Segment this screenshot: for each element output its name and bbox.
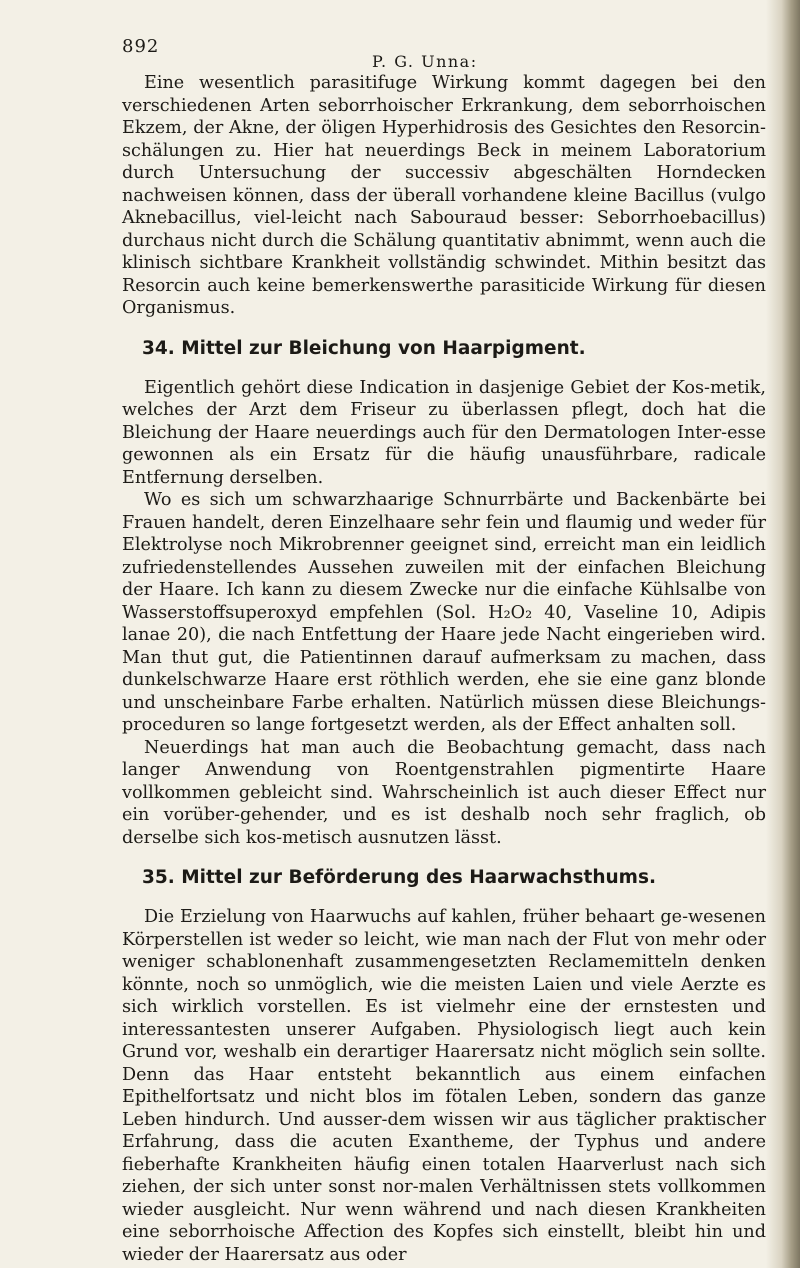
running-head: P. G. Unna: [372, 52, 478, 71]
paragraph-35-1: Die Erzielung von Haarwuchs auf kahlen, früher behaart ge-wesenen Körperstellen ist weder so leicht, wie man nach der Flut von mehr oder weniger schablonenhaft zusammengesetzten Reclamemitteln denken könnte, noch so unmöglich, wie die meisten Laien und viele Aerzte es sich wirklich vorstellen. Es ist vielmehr eine der ernstesten und interessantesten unserer Aufgaben. Physiologisch liegt auch kein Grund vor, weshalb ein derartiger Haarersatz nicht möglich sein sollte. Denn das Haar entsteht bekanntlich aus einem einfachen Epithelfortsatz und nicht blos im fötalen Leben, sondern das ganze Leben hindurch. Und ausser-dem wissen wir aus täglicher praktischer Erfahrung, dass die acuten Exantheme, der Typhus und andere fieberhafte Krankheiten häufig einen totalen Haarverlust nach sich ziehen, der sich unter sonst nor-malen Verhältnissen stets vollkommen wieder ausgleicht. Nur wenn während und nach diesen Krankheiten eine seborrhoische Affection des Kopfes sich einstellt, bleibt hin und wieder der Haarersatz aus oder [122, 907, 766, 1265]
paragraph-34-1: Eigentlich gehört diese Indication in dasjenige Gebiet der Kos-metik, welches der Arzt dem Friseur zu überlassen pflegt, doch hat die Bleichung der Haare neuerdings auch für den Dermatologen Inter-esse gewonnen als ein Ersatz für die häufig unausführbare, radicale Entfernung derselben. [122, 377, 766, 488]
paragraph-resorcin: Eine wesentlich parasitifuge Wirkung kommt dagegen bei den verschiedenen Arten seborrhoischer Erkrankung, dem seborrhoischen Ekzem, der Akne, der öligen Hyperhidrosis des Gesichtes den Resorcin-schälungen zu. Hier hat neuerdings Beck in meinem Laboratorium durch Untersuchung der successiv abgeschälten Horndecken nachweisen können, dass der überall vorhandene kleine Bacillus (vulgo Aknebacillus, viel-leicht nach Sabouraud besser: Seborrhoebacillus) durchaus nicht durch die Schälung quantitativ abnimmt, wenn auch die klinisch sichtbare Krankheit vollständig schwindet. Mithin besitzt das Resorcin auch keine bemerkenswerthe parasiticide Wirkung für diesen Organismus. [122, 73, 766, 318]
page-binding-edge [766, 0, 800, 1268]
body-text [122, 72, 766, 1266]
page-header [0, 36, 800, 71]
section-heading-34: 34. Mittel zur Bleichung von Haarpigment. [142, 337, 586, 359]
section-heading-35: 35. Mittel zur Beförderung des Haarwachsthums. [142, 867, 656, 888]
paragraph-34-2: Wo es sich um schwarzhaarige Schnurrbärte und Backenbärte bei Frauen handelt, deren Einzelhaare sehr fein und flaumig und weder für Elektrolyse noch Mikrobrenner geeignet sind, erreicht man ein leidlich zufriedenstellendes Aussehen zuweilen mit der einfachen Bleichung der Haare. Ich kann zu diesem Zwecke nur die einfache Kühlsalbe von Wasserstoffsuperoxyd empfehlen (Sol. H₂O₂ 40, Vaseline 10, Adipis lanae 20), die nach Entfettung der Haare jede Nacht eingerieben wird. Man thut gut, die Patientinnen darauf aufmerksam zu machen, dass dunkelschwarze Haare erst röthlich werden, ehe sie eine ganz blonde und unscheinbare Farbe erhalten. Natürlich müssen diese Bleichungs-proceduren so lange fortgesetzt werden, als der Effect anhalten soll. [122, 490, 766, 735]
paragraph-34-3: Neuerdings hat man auch die Beobachtung gemacht, dass nach langer Anwendung von Roentgenstrahlen pigmentirte Haare vollkommen gebleicht sind. Wahrscheinlich ist auch dieser Effect nur ein vorüber-gehender, und es ist deshalb noch sehr fraglich, ob derselbe sich kos-metisch ausnutzen lässt. [122, 737, 766, 848]
page-number: 892 [122, 36, 160, 57]
